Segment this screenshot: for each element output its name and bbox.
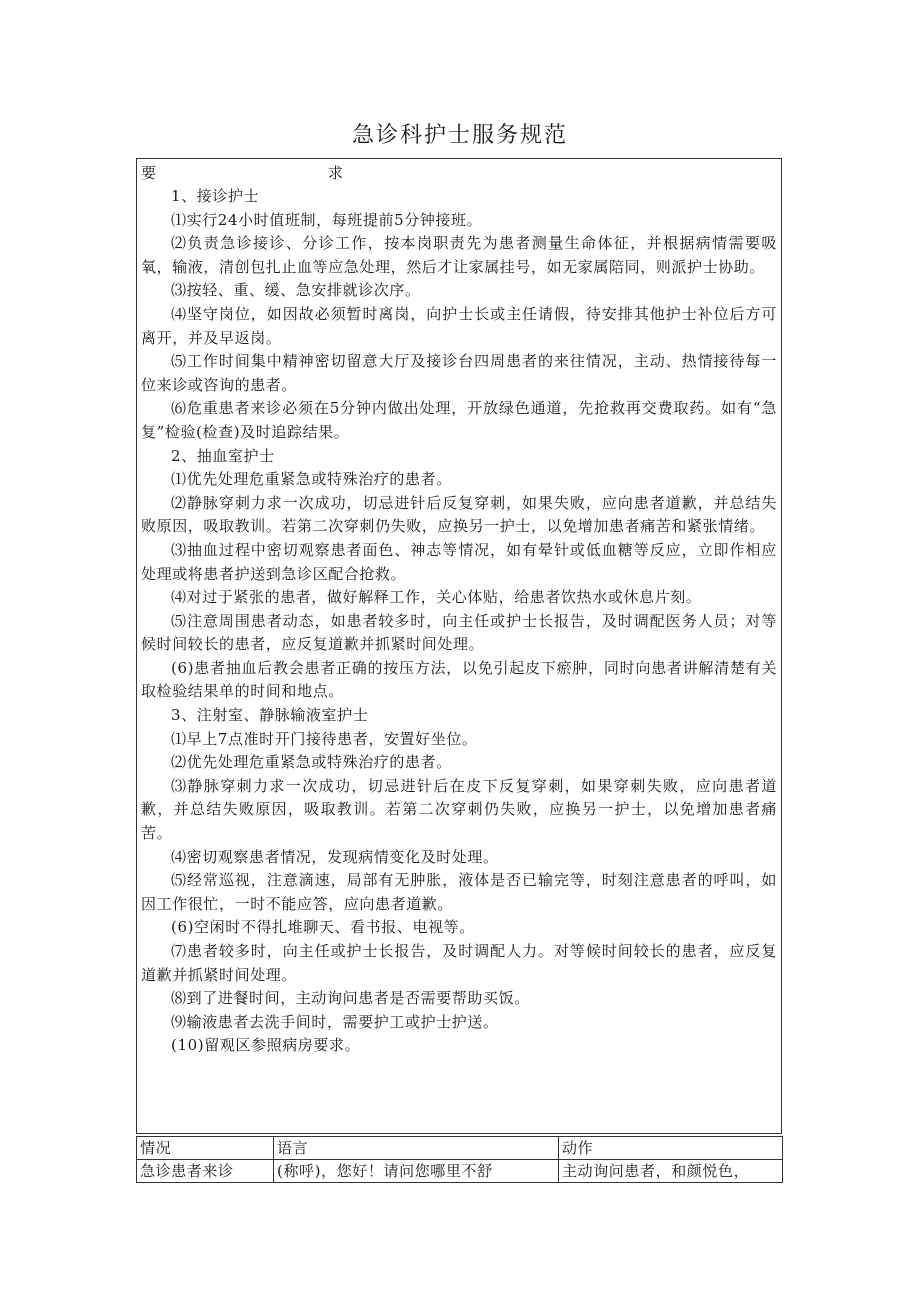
paragraph: 3、注射室、静脉输液室护士 xyxy=(171,706,369,725)
paragraph: ⑸经常巡视，注意滴速，局部有无肿胀，液体是否已输完等，时刻注意患者的呼叫，如因工作很忙，一时不能应答，应向患者道歉。 xyxy=(141,871,777,913)
paragraph: (6)空闲时不得扎堆聊天、看书报、电视等。 xyxy=(171,918,475,937)
paragraph: ⑷对过于紧张的患者，做好解释工作，关心体贴，给患者饮热水或休息片刻。 xyxy=(171,588,702,607)
paragraph: ⑵优先处理危重紧急或特殊治疗的患者。 xyxy=(171,753,452,772)
requirements-content xyxy=(141,185,777,1058)
table-cell: 急诊患者来诊 xyxy=(137,1160,274,1183)
paragraph: ⑶抽血过程中密切观察患者面色、神志等情况，如有晕针或低血糖等反应，立即作相应处理或将患者护送到急诊区配合抢救。 xyxy=(141,540,777,583)
table-header-row xyxy=(137,1137,783,1160)
paragraph: 1、接诊护士 xyxy=(171,187,260,205)
paragraph: ⑺患者较多时，向主任或护士长报告，及时调配人力。对等候时间较长的患者，应反复道歉并抓紧时间处理。 xyxy=(141,942,777,984)
table-cell: (称呼)，您好！请问您哪里不舒 xyxy=(274,1160,559,1183)
header-char-1: 要 xyxy=(141,164,157,182)
paragraph: ⑶按轻、重、缓、急安排就诊次序。 xyxy=(171,281,421,300)
table-header-cell: 情况 xyxy=(137,1137,274,1160)
paragraph: ⑶静脉穿刺力求一次成功，切忌进针后在皮下反复穿刺，如果穿刺失败，应向患者道歉，并总结失败原因，吸取教训。若第二次穿刺仍失败，应换另一护士，以免增加患者痛苦。 xyxy=(141,776,777,843)
paragraph: ⑷密切观察患者情况，发现病情变化及时处理。 xyxy=(171,847,499,866)
paragraph: ⑵静脉穿刺力求一次成功，切忌进针后反复穿刺，如果失败，应向患者道歉，并总结失败原因，吸取教训。若第二次穿刺仍失败，应换另一护士，以免增加患者痛苦和紧张情绪。 xyxy=(141,493,777,536)
service-table xyxy=(136,1136,783,1183)
requirements-header xyxy=(141,161,344,185)
paragraph: ⑷坚守岗位，如因故必须暂时离岗，向护士长或主任请假，待安排其他护士补位后方可离开，并及早返岗。 xyxy=(141,304,777,347)
paragraph: 2、抽血室护士 xyxy=(171,446,275,465)
paragraph: (10)留观区参照病房要求。 xyxy=(171,1036,361,1055)
table-cell: 主动询问患者，和颜悦色， xyxy=(559,1160,783,1183)
table-header-cell: 语言 xyxy=(274,1137,559,1160)
paragraph: ⑴优先处理危重紧急或特殊治疗的患者。 xyxy=(171,470,452,489)
paragraph: ⑵负责急诊接诊、分诊工作，按本岗职责先为患者测量生命体征，并根据病情需要吸氧，输液，清创包扎止血等应急处理，然后才让家属挂号，如无家属陪同，则派护士协助。 xyxy=(141,234,777,276)
paragraph: ⑹危重患者来诊必须在5分钟内做出处理，开放绿色通道，先抢救再交费取药。如有“急复”检验(检查)及时追踪结果。 xyxy=(141,399,777,441)
table-row xyxy=(137,1160,783,1183)
paragraph: ⑴早上7点准时开门接待患者，安置好坐位。 xyxy=(171,729,478,748)
paragraph: (6)患者抽血后教会患者正确的按压方法，以免引起皮下瘀肿，同时向患者讲解清楚有关取检验结果单的时间和地点。 xyxy=(141,658,777,701)
page-title: 急诊科护士服务规范 xyxy=(351,123,568,148)
table-header-cell: 动作 xyxy=(559,1137,783,1160)
paragraph: ⑴实行24小时值班制，每班提前5分钟接班。 xyxy=(171,210,483,229)
paragraph: ⑸注意周围患者动态，如患者较多时，向主任或护士长报告，及时调配医务人员；对等候时间较长的患者，应反复道歉并抓紧时间处理。 xyxy=(141,611,777,654)
paragraph: ⑻到了进餐时间，主动询问患者是否需要帮助买饭。 xyxy=(171,989,530,1008)
paragraph: ⑸工作时间集中精神密切留意大厅及接诊台四周患者的来往情况，主动、热情接待每一位来诊或咨询的患者。 xyxy=(141,352,777,394)
requirements-box xyxy=(136,158,782,1134)
header-char-2: 求 xyxy=(328,164,344,182)
paragraph: ⑼输液患者去洗手间时，需要护工或护士护送。 xyxy=(171,1012,499,1031)
